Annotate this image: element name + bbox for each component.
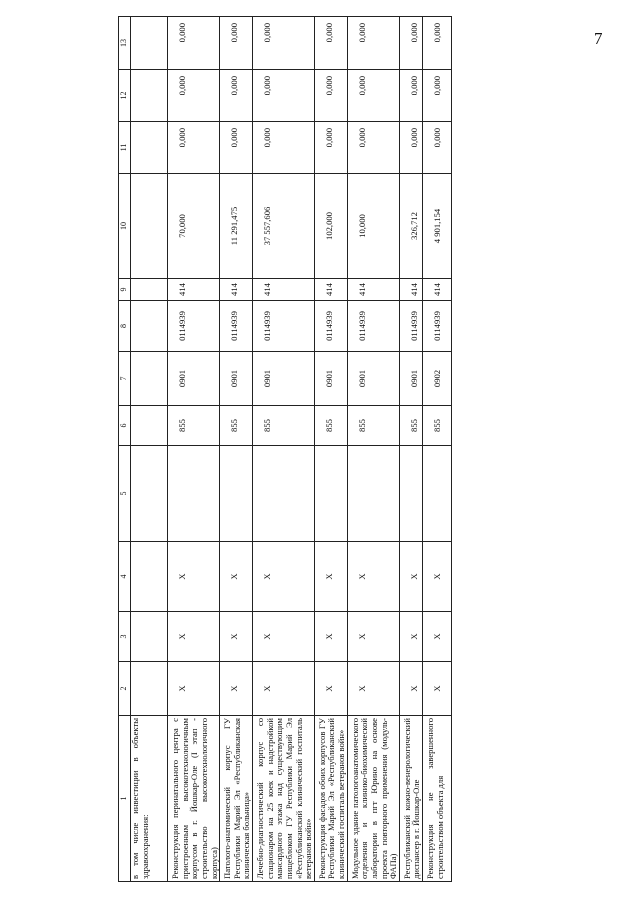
cell-col-2: Х bbox=[399, 662, 422, 716]
column-number: 7 bbox=[119, 352, 131, 406]
column-number: 6 bbox=[119, 406, 131, 446]
cell-col-7: 0901 bbox=[314, 352, 347, 406]
cell-col-12: 0,000 bbox=[347, 70, 399, 122]
investment-table bbox=[118, 16, 452, 882]
cell-col-4: Х bbox=[253, 542, 315, 612]
cell-col-8: 0114939 bbox=[253, 301, 315, 352]
column-number: 2 bbox=[119, 662, 131, 716]
cell-col-11: 0,000 bbox=[168, 122, 220, 174]
group-header-label: в том числе инвестиции в объекты здравоохранения: bbox=[131, 716, 168, 882]
cell-col-7: 0902 bbox=[423, 352, 452, 406]
column-number: 1 bbox=[119, 716, 131, 882]
cell-col-3: Х bbox=[168, 612, 220, 662]
object-name: Реконструкция не завершенного строительством объекта для bbox=[423, 716, 452, 882]
cell-col-2: Х bbox=[220, 662, 253, 716]
cell-col-12: 0,000 bbox=[423, 70, 452, 122]
cell-col-8: 0114939 bbox=[314, 301, 347, 352]
page-number: 7 bbox=[594, 29, 603, 48]
cell-col-6: 855 bbox=[168, 406, 220, 446]
cell-col-7: 0901 bbox=[399, 352, 422, 406]
cell-col-5 bbox=[423, 446, 452, 542]
cell-col-6: 855 bbox=[253, 406, 315, 446]
column-number: 8 bbox=[119, 301, 131, 352]
column-number: 4 bbox=[119, 542, 131, 612]
object-name: Республиканский кожно-венерологический диспансер в г. Йошкар-Оле bbox=[399, 716, 422, 882]
cell-col-7: 0901 bbox=[253, 352, 315, 406]
cell-col-4: Х bbox=[423, 542, 452, 612]
cell-col-9: 414 bbox=[253, 279, 315, 301]
cell-col-4: Х bbox=[399, 542, 422, 612]
cell-col-3: Х bbox=[423, 612, 452, 662]
cell-col-3: Х bbox=[253, 612, 315, 662]
object-name: Реконструкция фасадов обоих корпусов ГУ Республики Марий Эл «Республиканский клинический госпиталь ветеранов войн» bbox=[314, 716, 347, 882]
table-row bbox=[168, 17, 220, 882]
cell-col-9: 414 bbox=[314, 279, 347, 301]
column-number-row bbox=[119, 17, 131, 882]
cell-col-11: 0,000 bbox=[347, 122, 399, 174]
cell-col-2: Х bbox=[168, 662, 220, 716]
cell-col-7: 0901 bbox=[347, 352, 399, 406]
column-number: 3 bbox=[119, 612, 131, 662]
cell-col-3: Х bbox=[399, 612, 422, 662]
object-name: Реконструкция перинатального центра с пристроенным высокотехнологичным корпусом в г. Йошкар-Оле (I этап - строительство высокотехнологичного корпуса) bbox=[168, 716, 220, 882]
cell-col-5 bbox=[347, 446, 399, 542]
cell-col-8: 0114939 bbox=[423, 301, 452, 352]
cell-col-8: 0114939 bbox=[220, 301, 253, 352]
cell-col-3: Х bbox=[347, 612, 399, 662]
cell-col-10: 70,000 bbox=[168, 174, 220, 279]
cell-col-9: 414 bbox=[168, 279, 220, 301]
cell-col-6: 855 bbox=[347, 406, 399, 446]
object-name: Лечебно-диагностический корпус со стационаром на 25 коек и надстройкой мансардного этажа над существующим пищеблоком ГУ Республики Марий Эл «Республиканский клинический госпиталь ветеранов войн» bbox=[253, 716, 315, 882]
cell-col-2: Х bbox=[347, 662, 399, 716]
cell-col-11: 0,000 bbox=[220, 122, 253, 174]
cell-col-8: 0114939 bbox=[168, 301, 220, 352]
object-name: Патолого-анатомический корпус ГУ Республики Марий Эл «Республиканская клиническая больница» bbox=[220, 716, 253, 882]
cell-col-12: 0,000 bbox=[314, 70, 347, 122]
cell-col-12: 0,000 bbox=[168, 70, 220, 122]
cell-col-6: 855 bbox=[399, 406, 422, 446]
table-row bbox=[347, 17, 399, 882]
cell-col-9: 414 bbox=[220, 279, 253, 301]
cell-col-12: 0,000 bbox=[253, 70, 315, 122]
cell-col-13: 0,000 bbox=[168, 17, 220, 70]
cell-col-5 bbox=[220, 446, 253, 542]
group-header-row bbox=[131, 17, 168, 882]
cell-col-10: 326,712 bbox=[399, 174, 422, 279]
cell-col-13: 0,000 bbox=[253, 17, 315, 70]
column-number: 13 bbox=[119, 17, 131, 70]
table-row bbox=[399, 17, 422, 882]
cell-col-13: 0,000 bbox=[347, 17, 399, 70]
cell-col-9: 414 bbox=[423, 279, 452, 301]
column-number: 5 bbox=[119, 446, 131, 542]
cell-col-6: 855 bbox=[423, 406, 452, 446]
cell-col-12: 0,000 bbox=[220, 70, 253, 122]
cell-col-6: 855 bbox=[220, 406, 253, 446]
cell-col-5 bbox=[253, 446, 315, 542]
cell-col-6: 855 bbox=[314, 406, 347, 446]
rotated-table-container bbox=[118, 17, 640, 882]
cell-col-13: 0,000 bbox=[399, 17, 422, 70]
table-row bbox=[253, 17, 315, 882]
cell-col-7: 0901 bbox=[168, 352, 220, 406]
column-number: 12 bbox=[119, 70, 131, 122]
cell-col-5 bbox=[399, 446, 422, 542]
cell-col-10: 102,000 bbox=[314, 174, 347, 279]
cell-col-2: Х bbox=[253, 662, 315, 716]
cell-col-4: Х bbox=[347, 542, 399, 612]
cell-col-2: Х bbox=[314, 662, 347, 716]
cell-col-11: 0,000 bbox=[253, 122, 315, 174]
cell-col-10: 11 291,475 bbox=[220, 174, 253, 279]
cell-col-2: Х bbox=[423, 662, 452, 716]
cell-col-9: 414 bbox=[347, 279, 399, 301]
cell-col-3: Х bbox=[314, 612, 347, 662]
cell-col-4: Х bbox=[314, 542, 347, 612]
cell-col-11: 0,000 bbox=[423, 122, 452, 174]
table-row bbox=[314, 17, 347, 882]
table-row bbox=[220, 17, 253, 882]
cell-col-4: Х bbox=[220, 542, 253, 612]
cell-col-5 bbox=[168, 446, 220, 542]
column-number: 10 bbox=[119, 174, 131, 279]
cell-col-3: Х bbox=[220, 612, 253, 662]
cell-col-12: 0,000 bbox=[399, 70, 422, 122]
table-row bbox=[423, 17, 452, 882]
column-number: 9 bbox=[119, 279, 131, 301]
column-number: 11 bbox=[119, 122, 131, 174]
cell-col-11: 0,000 bbox=[399, 122, 422, 174]
cell-col-10: 4 901,154 bbox=[423, 174, 452, 279]
cell-col-8: 0114939 bbox=[399, 301, 422, 352]
cell-col-9: 414 bbox=[399, 279, 422, 301]
cell-col-5 bbox=[314, 446, 347, 542]
cell-col-7: 0901 bbox=[220, 352, 253, 406]
cell-col-10: 10,000 bbox=[347, 174, 399, 279]
cell-col-13: 0,000 bbox=[314, 17, 347, 70]
cell-col-8: 0114939 bbox=[347, 301, 399, 352]
cell-col-11: 0,000 bbox=[314, 122, 347, 174]
cell-col-13: 0,000 bbox=[423, 17, 452, 70]
cell-col-13: 0,000 bbox=[220, 17, 253, 70]
object-name: Модульное здание патологоанатомического отделения и клинико-биохимической лаборатории в пгт Юрино на основе проекта повторного применения (модуль-ФАПа) bbox=[347, 716, 399, 882]
cell-col-10: 37 557,606 bbox=[253, 174, 315, 279]
cell-col-4: Х bbox=[168, 542, 220, 612]
